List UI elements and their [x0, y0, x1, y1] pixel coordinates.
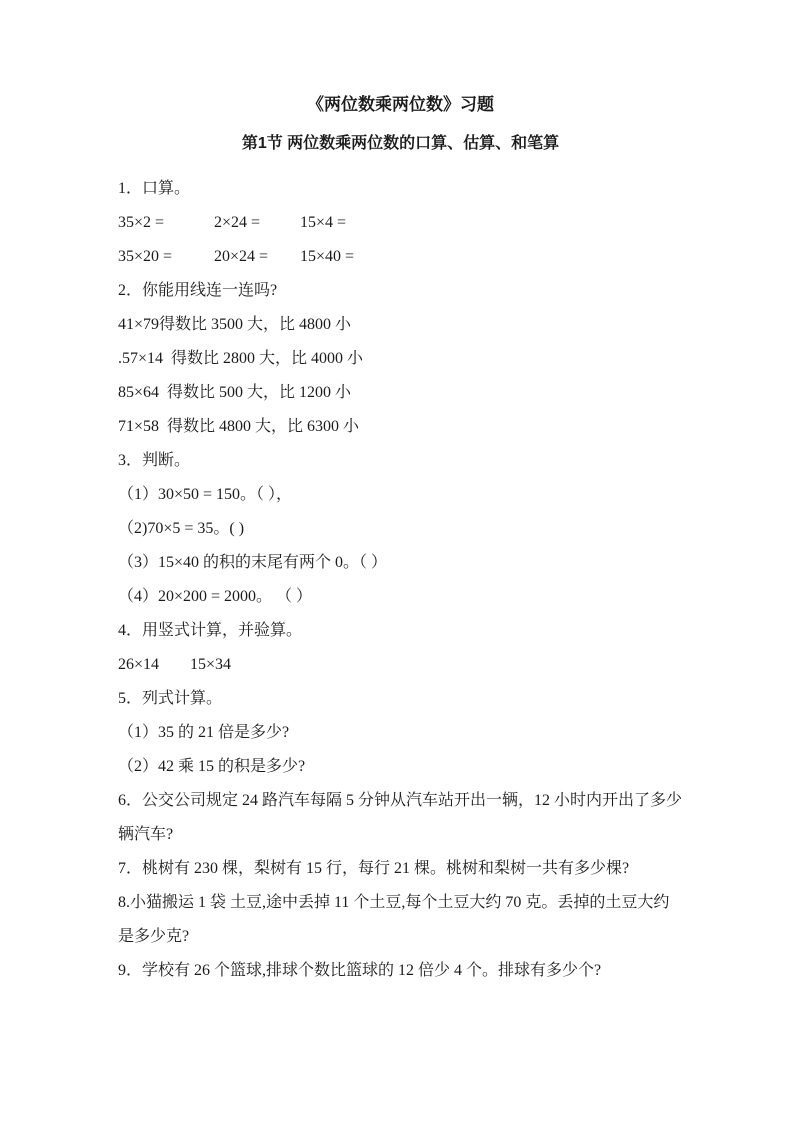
q5-item: （1）35 的 21 倍是多少? — [118, 724, 290, 741]
q2-label: 2．你能用线连一连吗? — [118, 282, 278, 299]
q8-text-line2: 是多少克? — [118, 928, 190, 945]
q9-text: 9．学校有 26 个篮球,排球个数比篮球的 12 倍少 4 个。排球有多少个? — [118, 962, 602, 979]
worksheet-title: 《两位数乘两位数》习题 — [307, 95, 494, 114]
q1-expression: 20×24 = — [214, 248, 269, 265]
q1-expression: 2×24 = — [214, 214, 261, 231]
q1-row2 — [118, 240, 683, 274]
q3-item: （4）20×200 = 2000。 （ ） — [118, 588, 313, 605]
q1-expression: 35×2 = — [118, 214, 165, 231]
q1-label: 1．口算。 — [118, 180, 191, 197]
q2-match-line: 41×79得数比 3500 大，比 4800 小 — [118, 316, 352, 333]
q7-text: 7．桃树有 230 棵，梨树有 15 行，每行 21 棵。桃树和梨树一共有多少棵? — [118, 860, 630, 877]
q2-match-line: 71×58 得数比 4800 大，比 6300 小 — [118, 418, 360, 435]
q5-item: （2）42 乘 15 的积是多少? — [118, 758, 306, 775]
q1-row1 — [118, 206, 683, 240]
section-heading: 第1节 两位数乘两位数的口算、估算、和笔算 — [241, 135, 560, 152]
q3-item: （3）15×40 的积的末尾有两个 0。（ ） — [118, 554, 388, 571]
q3-item: （2)70×5 = 35。( ) — [118, 520, 245, 537]
q5-label: 5．列式计算。 — [118, 690, 223, 707]
q2-match-line: 85×64 得数比 500 大，比 1200 小 — [118, 384, 352, 401]
q3-item: （1）30×50 = 150。（ ）， — [118, 486, 293, 503]
q2-match-line: .57×14 得数比 2800 大，比 4000 小 — [118, 350, 364, 367]
q4-label: 4．用竖式计算，并验算。 — [118, 622, 303, 639]
q4-expression: 15×34 — [190, 656, 232, 673]
q1-expression: 15×40 = — [300, 248, 355, 265]
q4-row — [118, 648, 683, 682]
q3-label: 3．判断。 — [118, 452, 191, 469]
worksheet-body — [118, 172, 683, 988]
q4-expression: 26×14 — [118, 656, 160, 673]
q8-text-line1: 8.小猫搬运 1 袋 土豆,途中丢掉 11 个土豆,每个土豆大约 70 克。丢掉的土豆大约 — [118, 894, 670, 911]
q6-text-line2: 辆汽车? — [118, 826, 174, 843]
q6-text-line1: 6．公交公司规定 24 路汽车每隔 5 分钟从汽车站开出一辆，12 小时内开出了多少 — [118, 792, 683, 809]
q1-expression: 35×20 = — [118, 248, 173, 265]
q1-expression: 15×4 = — [300, 214, 347, 231]
